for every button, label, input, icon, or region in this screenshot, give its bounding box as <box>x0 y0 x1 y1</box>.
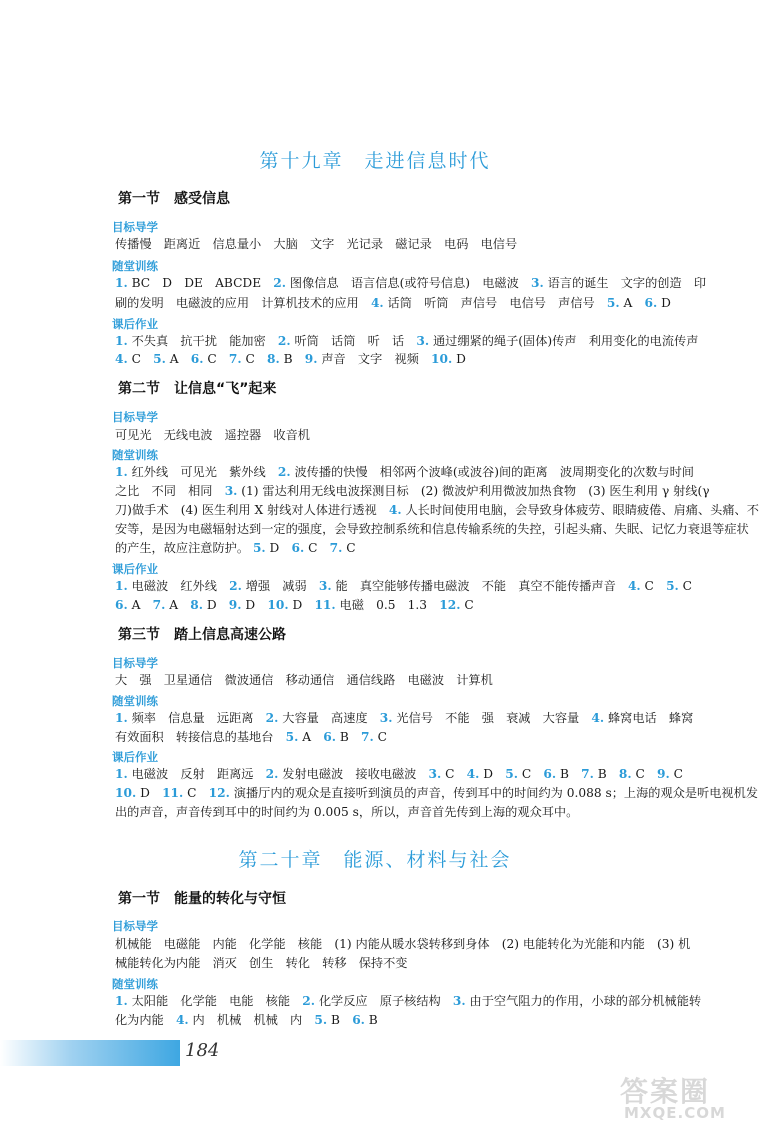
answer-line: 1. 红外线 可见光 紫外线 2. 波传播的快慢 相邻两个波峰(或波谷)间的距离 波周期变化的次数与时间 <box>115 465 694 479</box>
answer-line: 之比 不同 相同 3. (1) 雷达利用无线电波探测目标 (2) 微波炉利用微波加热食物 (3) 医生利用 γ 射线(γ <box>115 484 710 498</box>
answer-line: 6. A 7. A 8. D 9. D 10. D 11. 电磁 0.5 1.3 12. C <box>115 598 474 612</box>
answer-line: 1. 不失真 抗干扰 能加密 2. 听筒 话筒 听 话 3. 通过绷紧的绳子(固体)传声 利用变化的电流传声 <box>115 334 699 348</box>
answer-line: 1. 太阳能 化学能 电能 核能 2. 化学反应 原子核结构 3. 由于空气阻力的作用，小球的部分机械能转 <box>115 994 702 1008</box>
section-1-title: 第一节 感受信息 <box>118 191 230 207</box>
class-practice-label: 随堂训练 <box>112 977 158 991</box>
answer-line: 机械能 电磁能 内能 化学能 核能 (1) 内能从暖水袋转移到身体 (2) 电能转化为光能和内能 (3) 机 <box>115 937 691 951</box>
answer-line: 10. D 11. C 12. 演播厅内的观众是直接听到演员的声音，传到耳中的时间约为 0.088 s；上海的观众是听电视机发 <box>115 786 758 800</box>
watermark-logo <box>620 1070 746 1124</box>
answer-line: 1. 电磁波 红外线 2. 增强 减弱 3. 能 真空能够传播电磁波 不能 真空不能传播声音 4. C 5. C <box>115 579 693 593</box>
answer-line: 传播慢 距离近 信息量小 大脑 文字 光记录 磁记录 电码 电信号 <box>115 237 518 251</box>
footer-color-bar <box>0 1040 180 1066</box>
answer-line: 4. C 5. A 6. C 7. C 8. B 9. 声音 文字 视频 10. D <box>115 352 466 366</box>
homework-label: 课后作业 <box>112 317 158 331</box>
answer-line: 刀)做手术 (4) 医生利用 X 射线对人体进行透视 4. 人长时间使用电脑，会导致身体疲劳、眼睛疲倦、肩痛、头痛、不 <box>115 503 759 517</box>
answer-line: 大 强 卫星通信 微波通信 移动通信 通信线路 电磁波 计算机 <box>115 673 493 687</box>
class-practice-label: 随堂训练 <box>112 694 158 708</box>
watermark-url: MXQE.COM <box>624 1104 726 1122</box>
page-number: 184 <box>185 1040 220 1061</box>
watermark-text: 答案圈 <box>620 1075 711 1108</box>
chapter-20-title: 第二十章 能源、材料与社会 <box>238 849 512 871</box>
goal-guide-label: 目标导学 <box>112 410 158 424</box>
answer-line: 出的声音，声音传到耳中的时间约为 0.005 s，所以，声音首先传到上海的观众耳中。 <box>115 805 579 819</box>
section-1-title: 第一节 能量的转化与守恒 <box>118 891 286 907</box>
answer-line: 安等，是因为电磁辐射达到一定的强度，会导致控制系统和信息传输系统的失控，引起头痛、失眠、记忆力衰退等症状 <box>115 522 749 536</box>
answer-line: 1. 频率 信息量 远距离 2. 大容量 高速度 3. 光信号 不能 强 衰减 大容量 4. 蜂窝电话 蜂窝 <box>115 711 694 725</box>
answer-line: 化为内能 4. 内 机械 机械 内 5. B 6. B <box>115 1013 378 1027</box>
homework-label: 课后作业 <box>112 562 158 576</box>
answer-line: 可见光 无线电波 遥控器 收音机 <box>115 428 310 442</box>
goal-guide-label: 目标导学 <box>112 656 158 670</box>
answer-line: 1. BC D DE ABCDE 2. 图像信息 语言信息(或符号信息) 电磁波 3. 语言的诞生 文字的创造 印 <box>115 276 707 290</box>
class-practice-label: 随堂训练 <box>112 448 158 462</box>
chapter-19-title: 第十九章 走进信息时代 <box>259 150 491 172</box>
answer-line: 刷的发明 电磁波的应用 计算机技术的应用 4. 话筒 听筒 声信号 电信号 声信号 5. A 6. D <box>115 296 671 310</box>
answer-line: 的产生，故应注意防护。 5. D 6. C 7. C <box>115 541 356 555</box>
homework-label: 课后作业 <box>112 750 158 764</box>
goal-guide-label: 目标导学 <box>112 220 158 234</box>
section-3-title: 第三节 踏上信息高速公路 <box>118 627 286 643</box>
class-practice-label: 随堂训练 <box>112 259 158 273</box>
answer-line: 有效面积 转接信息的基地台 5. A 6. B 7. C <box>115 730 387 744</box>
goal-guide-label: 目标导学 <box>112 919 158 933</box>
answer-line: 械能转化为内能 消灭 创生 转化 转移 保持不变 <box>115 956 408 970</box>
answer-line: 1. 电磁波 反射 距离远 2. 发射电磁波 接收电磁波 3. C 4. D 5. C 6. B 7. B 8. C 9. C <box>115 767 683 781</box>
section-2-title: 第二节 让信息“飞”起来 <box>118 381 277 397</box>
